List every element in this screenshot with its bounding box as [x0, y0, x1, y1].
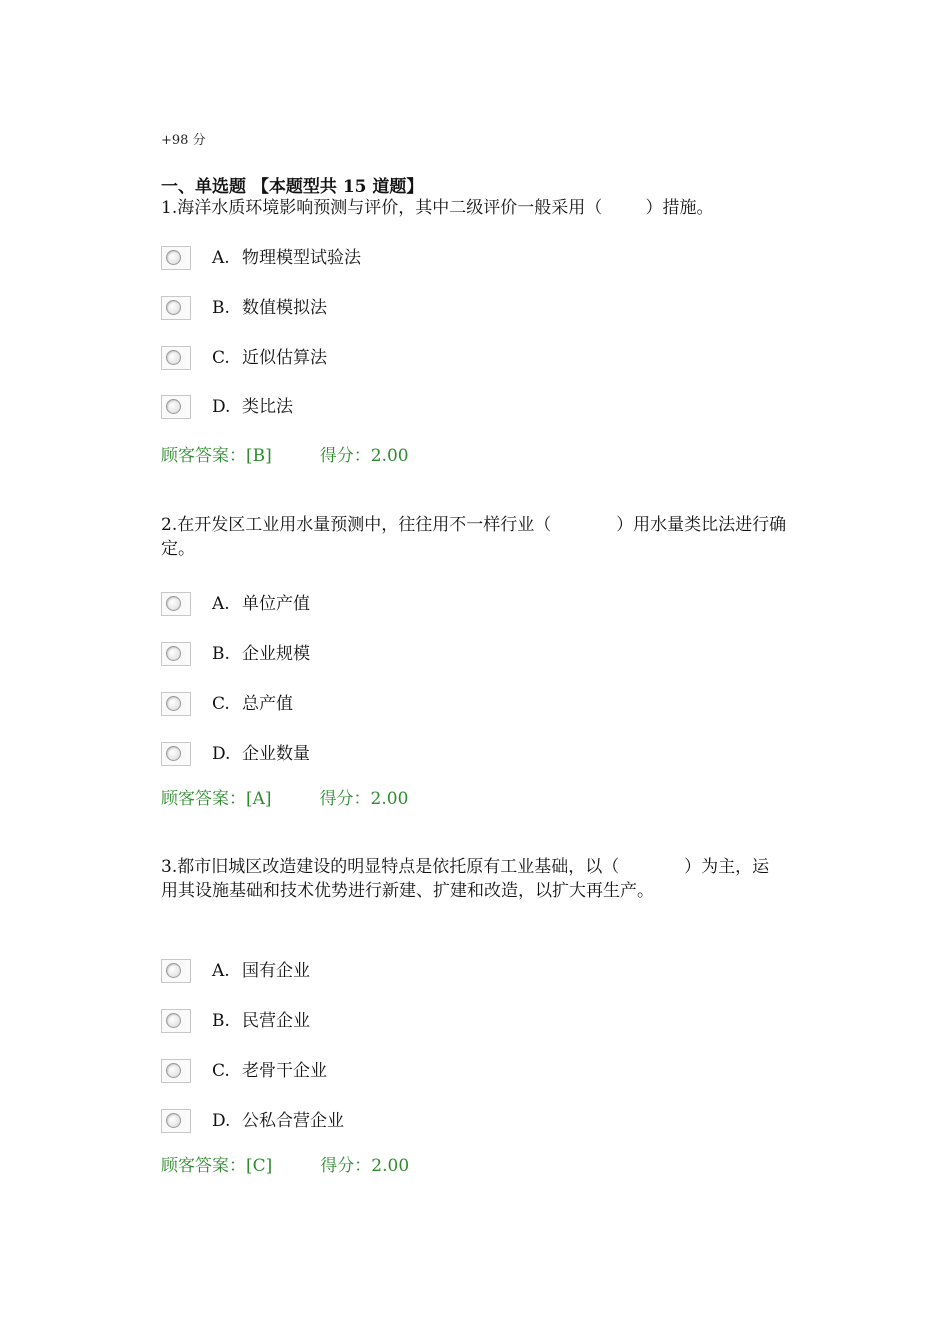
radio-button-icon[interactable]: [161, 959, 191, 983]
question-stem: 1.海洋水质环境影响预测与评价，其中二级评价一般采用（ ）措施。: [161, 198, 714, 218]
option-d[interactable]: [161, 1106, 561, 1136]
option-c[interactable]: [161, 689, 561, 719]
option-text: 物理模型试验法: [242, 248, 361, 268]
question-1: [161, 196, 791, 466]
radio-button-icon[interactable]: [161, 1009, 191, 1033]
option-d[interactable]: [161, 392, 561, 422]
option-letter: A.: [212, 248, 230, 268]
section-heading: 一、单选题 【本题型共 15 道题】: [161, 177, 424, 197]
answer-result: [161, 444, 409, 468]
option-letter: C.: [212, 348, 230, 368]
option-text: 类比法: [242, 397, 293, 417]
option-letter: D.: [212, 397, 231, 417]
option-letter: D.: [212, 744, 231, 764]
option-letter: B.: [212, 644, 230, 664]
radio-button-icon[interactable]: [161, 1059, 191, 1083]
customer-answer: 顾客答案：[C]: [161, 1156, 273, 1176]
radio-button-icon[interactable]: [161, 642, 191, 666]
answer-result: [161, 1154, 409, 1178]
radio-button-icon[interactable]: [161, 692, 191, 716]
option-text: 民营企业: [242, 1011, 310, 1031]
radio-button-icon[interactable]: [161, 395, 191, 419]
radio-button-icon[interactable]: [161, 592, 191, 616]
radio-button-icon[interactable]: [161, 246, 191, 270]
option-text: 公私合营企业: [242, 1111, 344, 1131]
option-b[interactable]: [161, 293, 561, 323]
option-letter: B.: [212, 1011, 230, 1031]
customer-answer: 顾客答案：[A]: [161, 789, 272, 809]
option-a[interactable]: [161, 243, 561, 273]
option-b[interactable]: [161, 1006, 561, 1036]
option-letter: D.: [212, 1111, 231, 1131]
option-c[interactable]: [161, 1056, 561, 1086]
question-2: [161, 513, 791, 809]
customer-answer: 顾客答案：[B]: [161, 446, 272, 466]
option-text: 企业规模: [242, 644, 310, 664]
question-score: 得分：2.00: [319, 789, 409, 809]
option-letter: A.: [212, 594, 230, 614]
option-letter: B.: [212, 298, 230, 318]
answer-result: [161, 787, 408, 811]
option-text: 老骨干企业: [242, 1061, 327, 1081]
option-text: 近似估算法: [242, 348, 327, 368]
question-3: [161, 855, 781, 1176]
option-c[interactable]: [161, 343, 561, 373]
question-score: 得分：2.00: [319, 446, 409, 466]
radio-button-icon[interactable]: [161, 1109, 191, 1133]
option-text: 单位产值: [242, 594, 310, 614]
option-d[interactable]: [161, 739, 561, 769]
option-text: 企业数量: [242, 744, 310, 764]
option-text: 数值模拟法: [242, 298, 327, 318]
radio-button-icon[interactable]: [161, 742, 191, 766]
question-stem: 3.都市旧城区改造建设的明显特点是依托原有工业基础，以（ ）为主，运用其设施基础和技术优势进行新建、扩建和改造，以扩大再生产。: [161, 857, 770, 901]
option-text: 总产值: [242, 694, 293, 714]
option-letter: C.: [212, 694, 230, 714]
option-letter: C.: [212, 1061, 230, 1081]
question-stem: 2.在开发区工业用水量预测中，往往用不一样行业（ ）用水量类比法进行确定。: [161, 515, 787, 559]
total-score: +98 分: [161, 133, 206, 148]
radio-button-icon[interactable]: [161, 296, 191, 320]
option-b[interactable]: [161, 639, 561, 669]
option-a[interactable]: [161, 956, 561, 986]
option-text: 国有企业: [242, 961, 310, 981]
radio-button-icon[interactable]: [161, 346, 191, 370]
question-score: 得分：2.00: [320, 1156, 410, 1176]
option-letter: A.: [212, 961, 230, 981]
option-a[interactable]: [161, 589, 561, 619]
